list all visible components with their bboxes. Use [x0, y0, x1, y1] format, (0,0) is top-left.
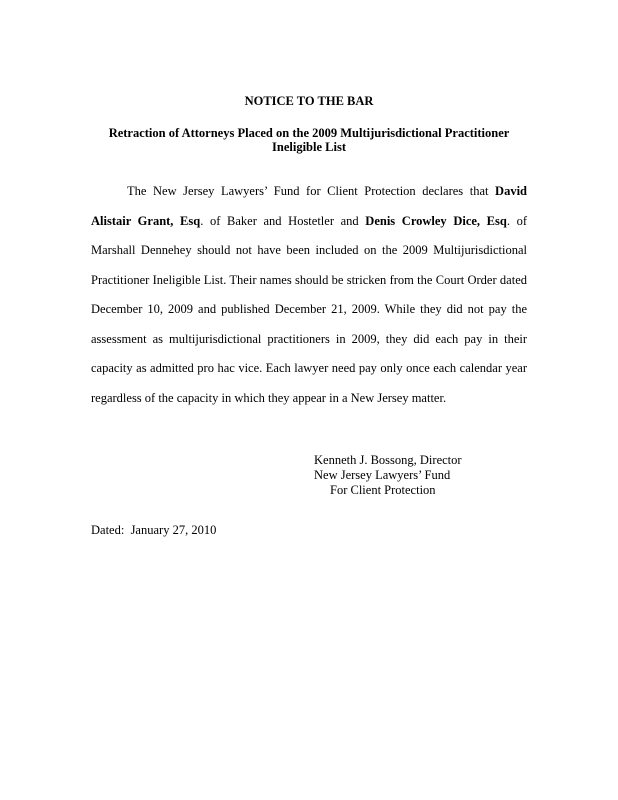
signature-line-org: New Jersey Lawyers’ Fund: [314, 468, 451, 482]
body-rest: . of Marshall Dennehey should not have been included on the 2009 Multijurisdictional Practitioner Ineligible List. Their names should be stricken from the Court Order dated December 10, 2009 and published December 21, 2009. While they did not pay the assessment as multijurisdictional practitioners in 2009, they did each pay in their capacity as admitted pro hac vice. Each lawyer need pay only once each calendar year regardless of the capacity in which they appear in a New Jersey matter.: [91, 213, 527, 405]
attorney-name-2: Denis Crowley Dice, Esq: [365, 213, 507, 228]
body-paragraph: [91, 177, 527, 413]
body-mid: . of Baker and Hostetler and: [200, 213, 366, 228]
page-subtitle: Retraction of Attorneys Placed on the 2009 Multijurisdictional Practitioner Ineligible List: [108, 126, 510, 154]
dated-line: Dated: January 27, 2010: [91, 523, 217, 537]
signature-line-org-cont: For Client Protection: [330, 483, 436, 497]
signature-line-name: Kenneth J. Bossong, Director: [314, 453, 462, 467]
signature-block: [314, 453, 534, 498]
body-intro: The New Jersey Lawyers’ Fund for Client Protection declares that: [127, 184, 496, 198]
attorney-name-1: David Alistair Grant, Esq: [91, 184, 527, 228]
page-title: NOTICE TO THE BAR: [244, 94, 374, 108]
